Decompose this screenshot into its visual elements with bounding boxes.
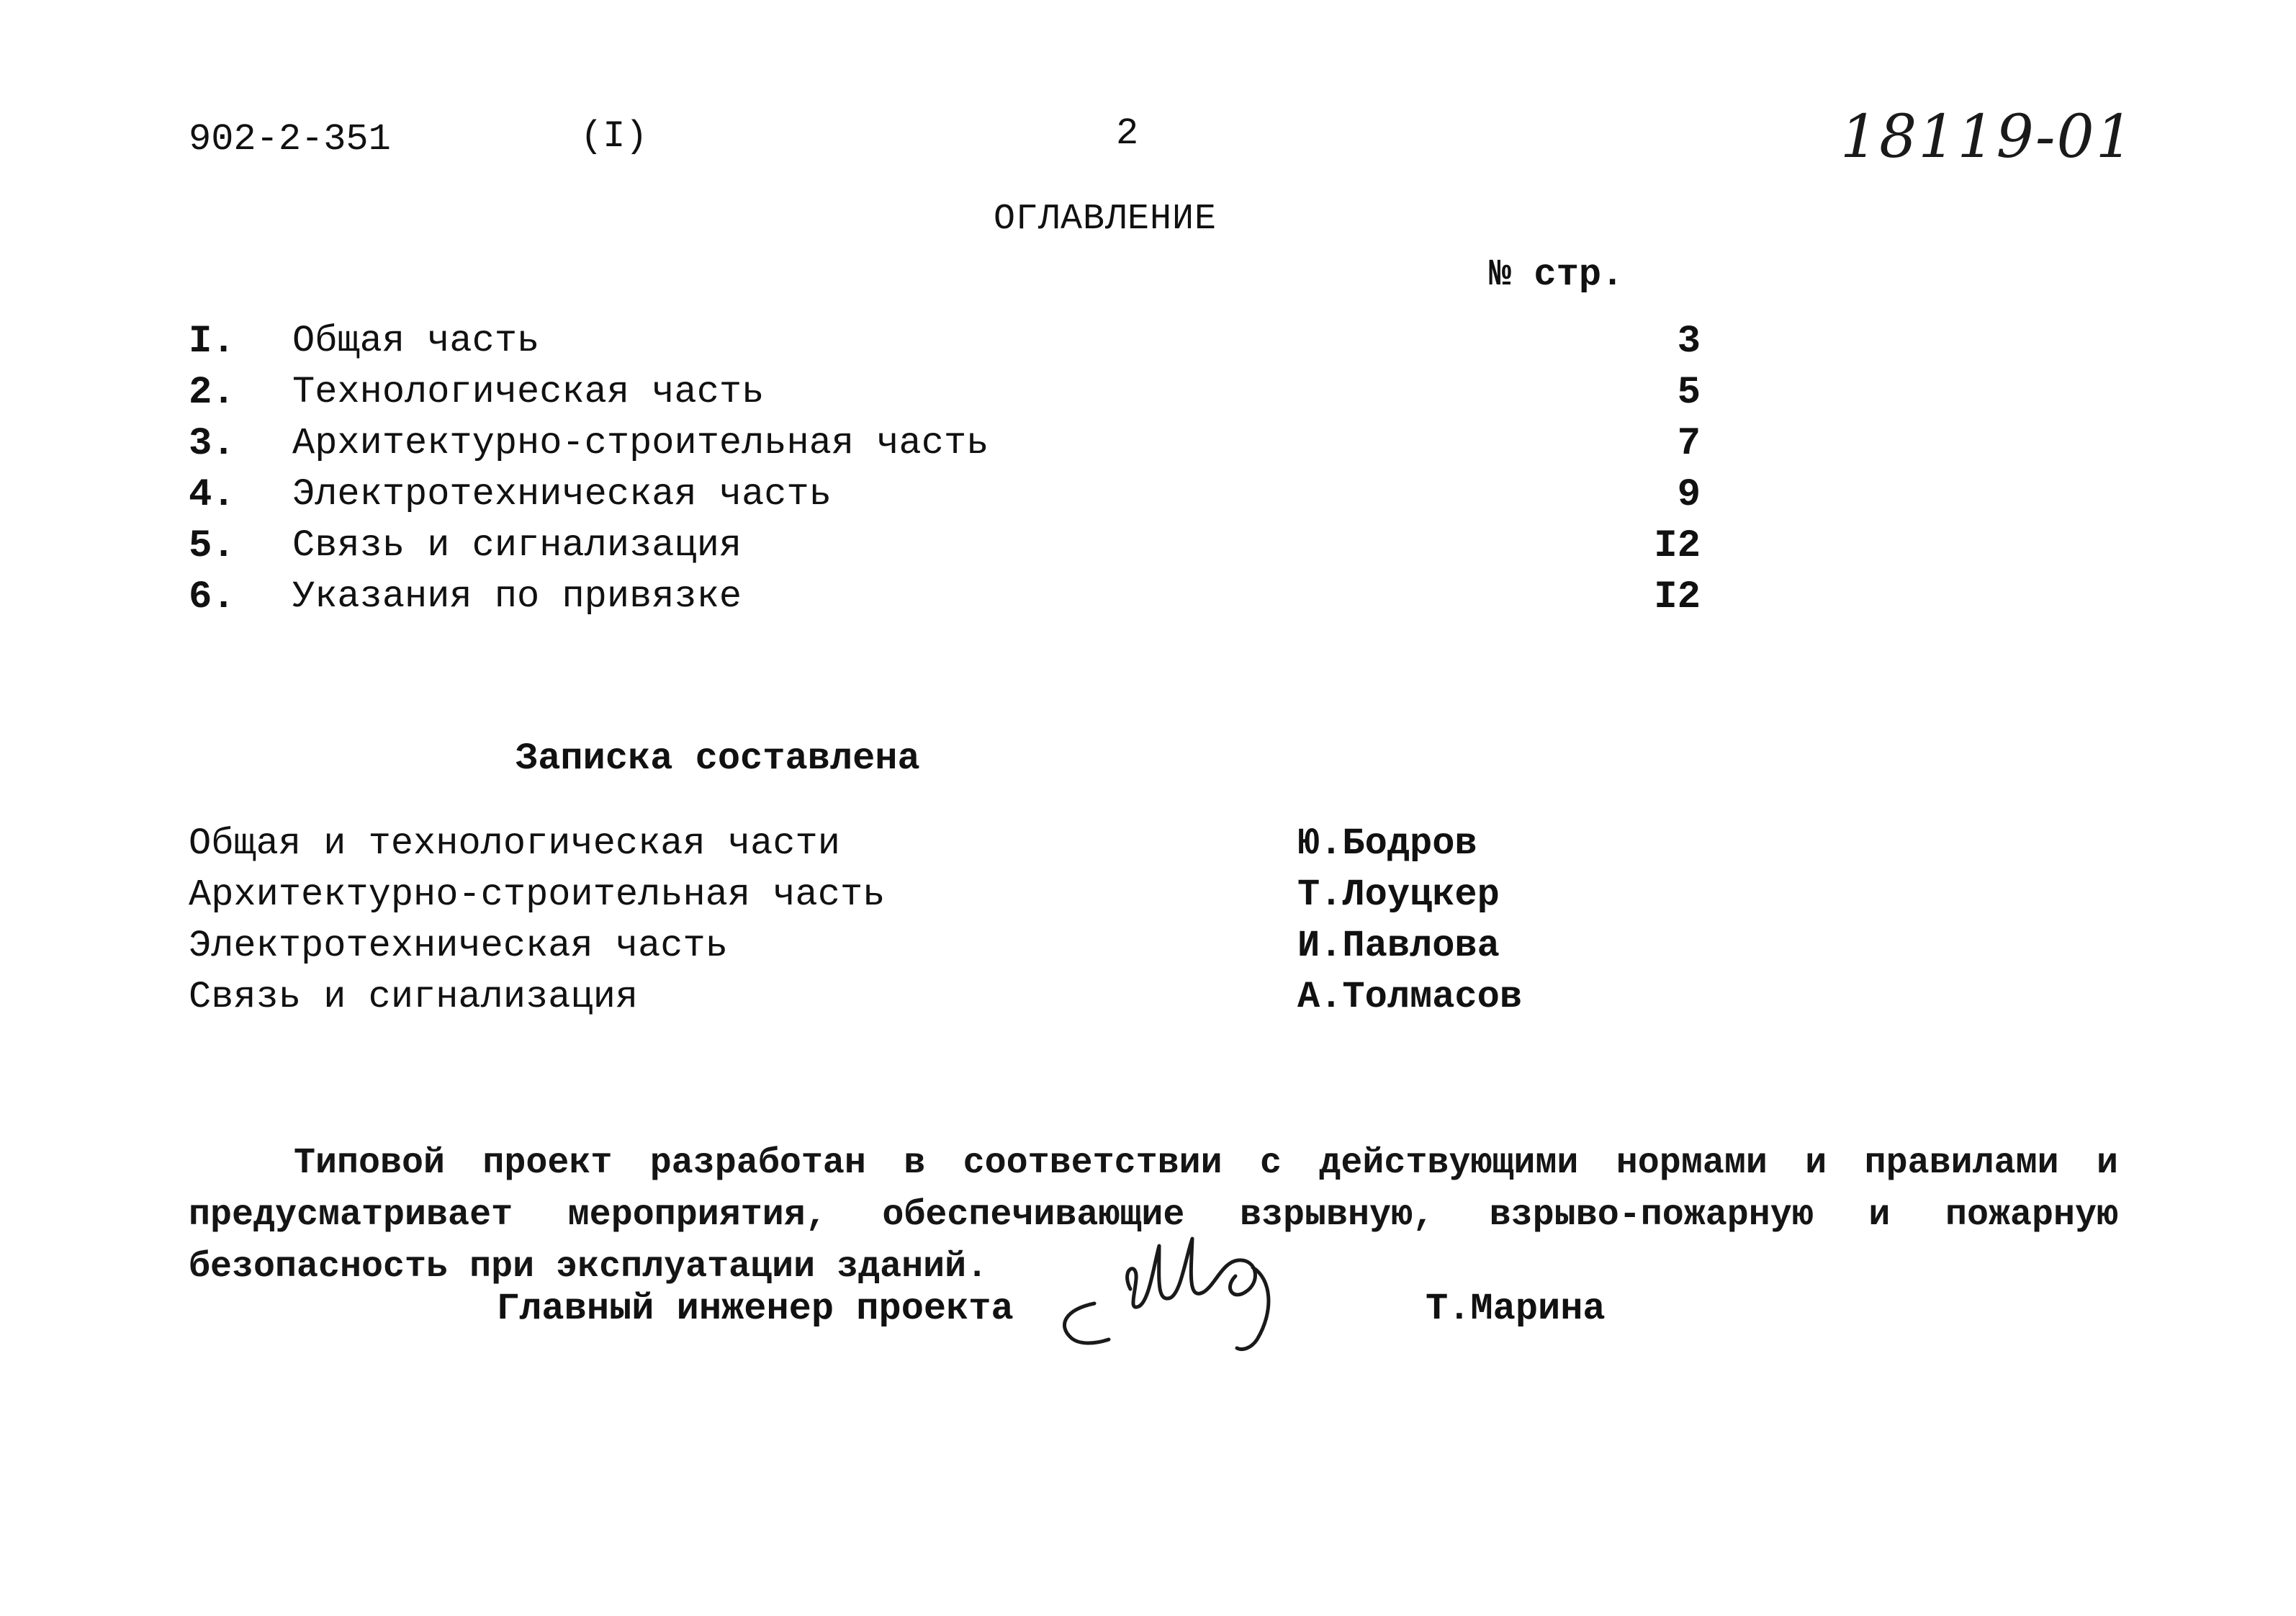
author-row [189, 925, 1629, 979]
toc-item-page: 5 [1677, 371, 1701, 415]
toc-title: ОГЛАВЛЕНИЕ [994, 199, 1217, 240]
signature-label: Главный инженер проекта [497, 1288, 1014, 1330]
authors-list [189, 822, 1629, 1030]
toc-item-title: Технологическая часть [292, 371, 765, 413]
toc-item-number: 2. [189, 371, 235, 415]
toc-item-page: I2 [1654, 524, 1701, 568]
project-code: 902-2-351 [189, 118, 391, 161]
author-name: Т.Лоуцкер [1297, 874, 1500, 916]
author-part: Электротехническая часть [189, 925, 728, 967]
toc-item-number: 3. [189, 422, 235, 466]
toc-item-title: Общая часть [292, 320, 540, 362]
author-row [189, 876, 1629, 928]
toc-item [189, 524, 1701, 578]
authors-heading: Записка составлена [516, 737, 920, 780]
toc-page-column-label: № стр. [1489, 253, 1624, 296]
author-name: И.Павлова [1297, 925, 1500, 967]
author-name: А.Толмасов [1297, 976, 1523, 1018]
handwritten-signature [1051, 1217, 1310, 1354]
toc-item-title: Связь и сигнализация [292, 524, 742, 567]
toc-item-page: 9 [1677, 473, 1701, 517]
toc-item-number: 5. [189, 524, 235, 568]
author-part: Общая и технологическая части [189, 822, 840, 865]
toc-item [189, 575, 1701, 629]
signature-name: Т.Марина [1426, 1288, 1606, 1330]
author-part: Архитектурно-строительная часть [189, 874, 886, 916]
toc-item-page: 3 [1677, 320, 1701, 364]
toc-item [189, 473, 1701, 527]
toc-item-number: I. [189, 320, 235, 364]
toc-item-title: Архитектурно-строительная часть [292, 422, 989, 464]
stamp-number: 18119-01 [1840, 103, 2135, 171]
toc-item [189, 320, 1701, 374]
toc-item-title: Электротехническая часть [292, 473, 832, 516]
author-row [189, 976, 1629, 1030]
page-number: 2 [1116, 112, 1139, 155]
toc-item-number: 6. [189, 575, 235, 619]
toc-list [189, 320, 1701, 629]
author-name: Ю.Бодров [1297, 822, 1477, 865]
project-note: Типовой проект разработан в соответствии с действующими нормами и правилами и предусматривает мероприятия, обеспечивающие взрывную, взрыво-пожарную и пожарную безопасность при эксплуатации зданий. [189, 1143, 2118, 1288]
toc-item-title: Указания по привязке [292, 575, 742, 618]
author-row [189, 822, 1629, 876]
toc-item-number: 4. [189, 473, 235, 517]
toc-item [189, 371, 1701, 425]
toc-item-page: I2 [1654, 575, 1701, 619]
author-part: Связь и сигнализация [189, 976, 639, 1018]
toc-item-page: 7 [1677, 422, 1701, 466]
section-number: (I) [580, 115, 648, 158]
toc-item [189, 422, 1701, 476]
